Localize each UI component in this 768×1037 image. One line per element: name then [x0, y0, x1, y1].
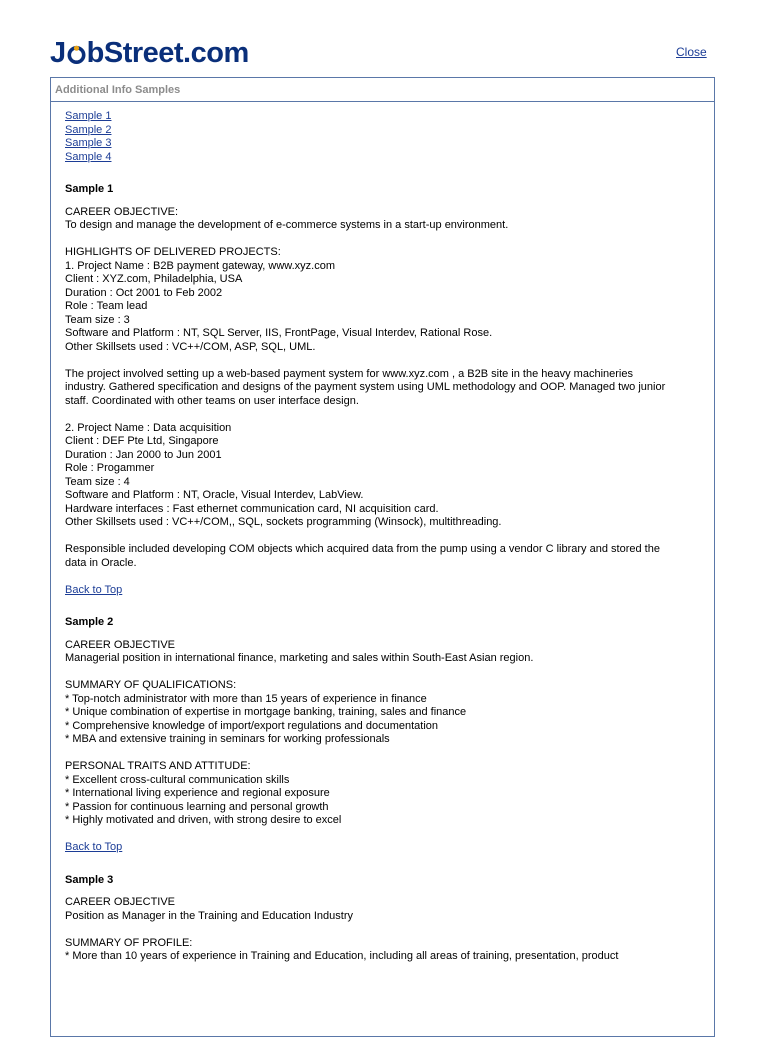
summary-item: * Top-notch administrator with more than 15 years of experience in finance — [65, 692, 427, 705]
sample-1-heading: Sample 1 — [65, 183, 114, 195]
project-1-line: Duration : Oct 2001 to Feb 2002 — [65, 286, 223, 299]
project-2-line: Hardware interfaces : Fast ethernet communication card, NI acquisition card. — [65, 502, 439, 515]
toc-link-sample-4[interactable]: Sample 4 — [65, 150, 112, 163]
sample-3-heading: Sample 3 — [65, 873, 114, 886]
sample-1-section — [65, 183, 700, 597]
sample-2-objective-text: Managerial position in international finance, marketing and sales within South-East Asian region. — [65, 652, 534, 664]
sample-2-traits-label: PERSONAL TRAITS AND ATTITUDE: — [65, 760, 251, 772]
sample-2-section — [65, 616, 700, 855]
summary-item: * Comprehensive knowledge of import/export regulations and documentation — [65, 719, 438, 732]
project-1-line: 1. Project Name : B2B payment gateway, www.xyz.com — [65, 259, 336, 272]
project-1-line: Client : XYZ.com, Philadelphia, USA — [65, 273, 243, 285]
sample-1-highlights-label: HIGHLIGHTS OF DELIVERED PROJECTS: — [65, 246, 281, 258]
sample-2-summary-label: SUMMARY OF QUALIFICATIONS: — [65, 679, 237, 691]
trait-item: * Excellent cross-cultural communication skills — [65, 773, 290, 786]
profile-item: * More than 10 years of experience in Training and Education, including all areas of training, presentation, product — [65, 950, 619, 962]
panel-body — [51, 102, 714, 964]
back-to-top-link[interactable]: Back to Top — [65, 583, 123, 596]
page-header — [0, 0, 768, 76]
sample-3-profile-label: SUMMARY OF PROFILE: — [65, 936, 193, 949]
sample-1-objective-text: To design and manage the development of e-commerce systems in a start-up environment. — [65, 219, 509, 231]
sample-2-objective-label: CAREER OBJECTIVE — [65, 638, 176, 651]
project-1-desc-line: industry. Gathered specification and designs of the payment system using UML methodology and OOP. Managed two junior — [65, 381, 666, 393]
project-1-desc-line: staff. Coordinated with other teams on user interface design. — [65, 394, 359, 407]
toc-link-sample-2[interactable]: Sample 2 — [65, 123, 112, 136]
sample-1-objective-label: CAREER OBJECTIVE: — [65, 205, 179, 218]
logo-prefix: J — [50, 37, 66, 69]
project-2-line: Client : DEF Pte Ltd, Singapore — [65, 435, 219, 447]
project-1-line: Other Skillsets used : VC++/COM, ASP, SQL, UML. — [65, 340, 316, 353]
back-to-top-link[interactable]: Back to Top — [65, 841, 123, 853]
sample-3-section — [65, 874, 700, 964]
toc-link-sample-3[interactable]: Sample 3 — [65, 137, 112, 149]
project-2-desc-line: data in Oracle. — [65, 556, 137, 569]
project-2-line: Software and Platform : NT, Oracle, Visual Interdev, LabView. — [65, 489, 364, 501]
trait-item: * International living experience and regional exposure — [65, 787, 330, 799]
panel-title: Additional Info Samples — [51, 78, 714, 102]
close-link[interactable]: Close — [676, 45, 707, 59]
logo-o-person-icon — [67, 45, 86, 64]
project-2-line: Role : Progammer — [65, 462, 155, 474]
project-2-line: Duration : Jan 2000 to Jun 2001 — [65, 448, 222, 461]
sample-3-objective-label: CAREER OBJECTIVE — [65, 896, 176, 908]
summary-item: * MBA and extensive training in seminars for working professionals — [65, 733, 390, 745]
project-1-desc-line: The project involved setting up a web-based payment system for www.xyz.com , a B2B site in the heavy machineries — [65, 367, 633, 380]
toc-link-sample-1[interactable]: Sample 1 — [65, 110, 112, 122]
project-2-desc-line: Responsible included developing COM objects which acquired data from the pump using a vendor C library and stored the — [65, 543, 660, 555]
project-1-line: Role : Team lead — [65, 300, 148, 312]
jobstreet-logo[interactable] — [50, 36, 249, 70]
logo-suffix: bStreet.com — [86, 37, 249, 69]
project-1-line: Software and Platform : NT, SQL Server, IIS, FrontPage, Visual Interdev, Rational Rose. — [65, 327, 493, 339]
trait-item: * Passion for continuous learning and personal growth — [65, 800, 329, 813]
summary-item: * Unique combination of expertise in mortgage banking, training, sales and finance — [65, 706, 467, 718]
additional-info-panel — [50, 77, 715, 1037]
project-1-line: Team size : 3 — [65, 313, 130, 326]
sample-2-heading: Sample 2 — [65, 616, 114, 628]
sample-toc — [65, 110, 700, 164]
sample-3-objective-text: Position as Manager in the Training and Education Industry — [65, 909, 354, 922]
project-2-line: Team size : 4 — [65, 475, 130, 488]
project-2-line: 2. Project Name : Data acquisition — [65, 421, 232, 434]
trait-item: * Highly motivated and driven, with strong desire to excel — [65, 814, 342, 826]
project-2-line: Other Skillsets used : VC++/COM,, SQL, sockets programming (Winsock), multithreading. — [65, 516, 502, 528]
